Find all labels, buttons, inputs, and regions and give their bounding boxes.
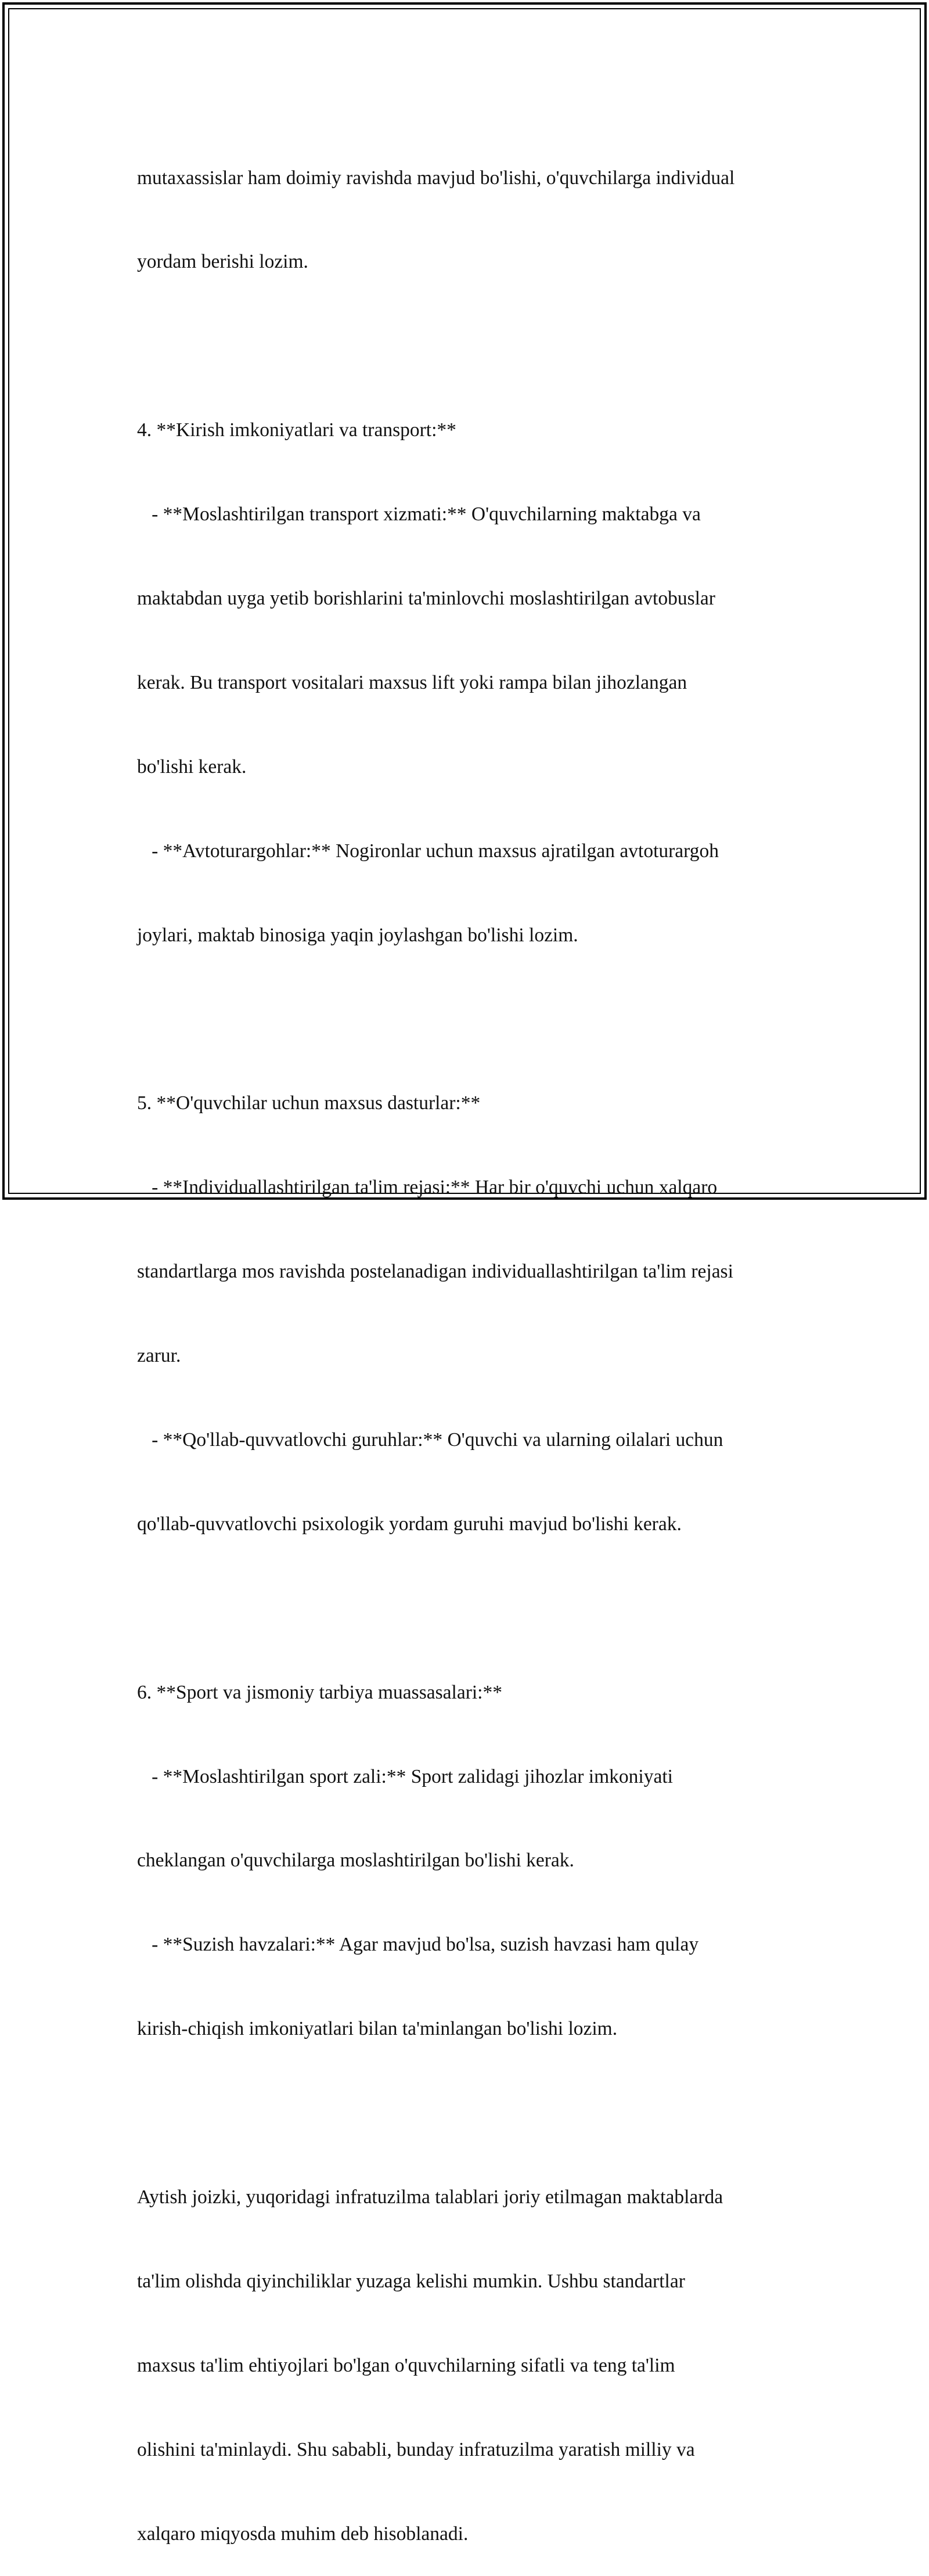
- text-line: zarur.: [137, 1345, 181, 1367]
- conclusion-line: Aytish joizki, yuqoridagi infratuzilma talablari joriy etilmagan maktablarda: [137, 2186, 723, 2208]
- document-body: [137, 108, 816, 2576]
- blank-line: [137, 332, 816, 360]
- text-line: standartlarga mos ravishda postelanadigan individuallashtirilgan ta'lim rejasi: [137, 1261, 733, 1283]
- list-item: - **Avtoturargohlar:** Nogironlar uchun maxsus ajratilgan avtoturargoh: [137, 840, 719, 862]
- list-item: - **Qo'llab-quvvatlovchi guruhlar:** O'quvchi va ularning oilalari uchun: [137, 1429, 723, 1451]
- text-line: kirish-chiqish imkoniyatlari bilan ta'minlangan bo'lishi lozim.: [137, 2018, 618, 2040]
- text-line: joylari, maktab binosiga yaqin joylashgan bo'lishi lozim.: [137, 924, 578, 946]
- text-line: cheklangan o'quvchilarga moslashtirilgan bo'lishi kerak.: [137, 1850, 574, 1872]
- conclusion-line: ta'lim olishda qiyinchiliklar yuzaga kelishi mumkin. Ushbu standartlar: [137, 2270, 685, 2292]
- conclusion-line: xalqaro miqyosda muhim deb hisoblanadi.: [137, 2523, 469, 2545]
- blank-line: [137, 1006, 816, 1034]
- text-line: yordam berishi lozim.: [137, 251, 308, 273]
- text-line: bo'lishi kerak.: [137, 755, 247, 778]
- section-heading: 4. **Kirish imkoniyatlari va transport:**: [137, 419, 456, 441]
- section-heading: 5. **O'quvchilar uchun maxsus dasturlar:**: [137, 1092, 481, 1114]
- list-item: - **Moslashtirilgan sport zali:** Sport zalidagi jihozlar imkoniyati: [137, 1765, 673, 1787]
- text-line: mutaxassislar ham doimiy ravishda mavjud bo'lishi, o'quvchilarga individual: [137, 167, 735, 189]
- conclusion-line: olishini ta'minlaydi. Shu sababli, bunday infratuzilma yaratish milliy va: [137, 2438, 695, 2460]
- text-line: qo'llab-quvvatlovchi psixologik yordam guruhi mavjud bo'lishi kerak.: [137, 1513, 682, 1535]
- list-item: - **Suzish havzalari:** Agar mavjud bo'lsa, suzish havzasi ham qulay: [137, 1934, 699, 1956]
- conclusion-line: maxsus ta'lim ehtiyojlari bo'lgan o'quvchilarning sifatli va teng ta'lim: [137, 2354, 675, 2376]
- list-item: - **Individuallashtirilgan ta'lim rejasi:** Har bir o'quvchi uchun xalqaro: [137, 1177, 718, 1199]
- list-item: - **Moslashtirilgan transport xizmati:** O'quvchilarning maktabga va: [137, 503, 701, 526]
- blank-line: [137, 2099, 816, 2127]
- text-line: maktabdan uyga yetib borishlarini ta'minlovchi moslashtirilgan avtobuslar: [137, 588, 715, 610]
- blank-line: [137, 1595, 816, 1622]
- section-heading: 6. **Sport va jismoniy tarbiya muassasalari:**: [137, 1681, 502, 1703]
- text-line: kerak. Bu transport vositalari maxsus lift yoki rampa bilan jihozlangan: [137, 671, 687, 693]
